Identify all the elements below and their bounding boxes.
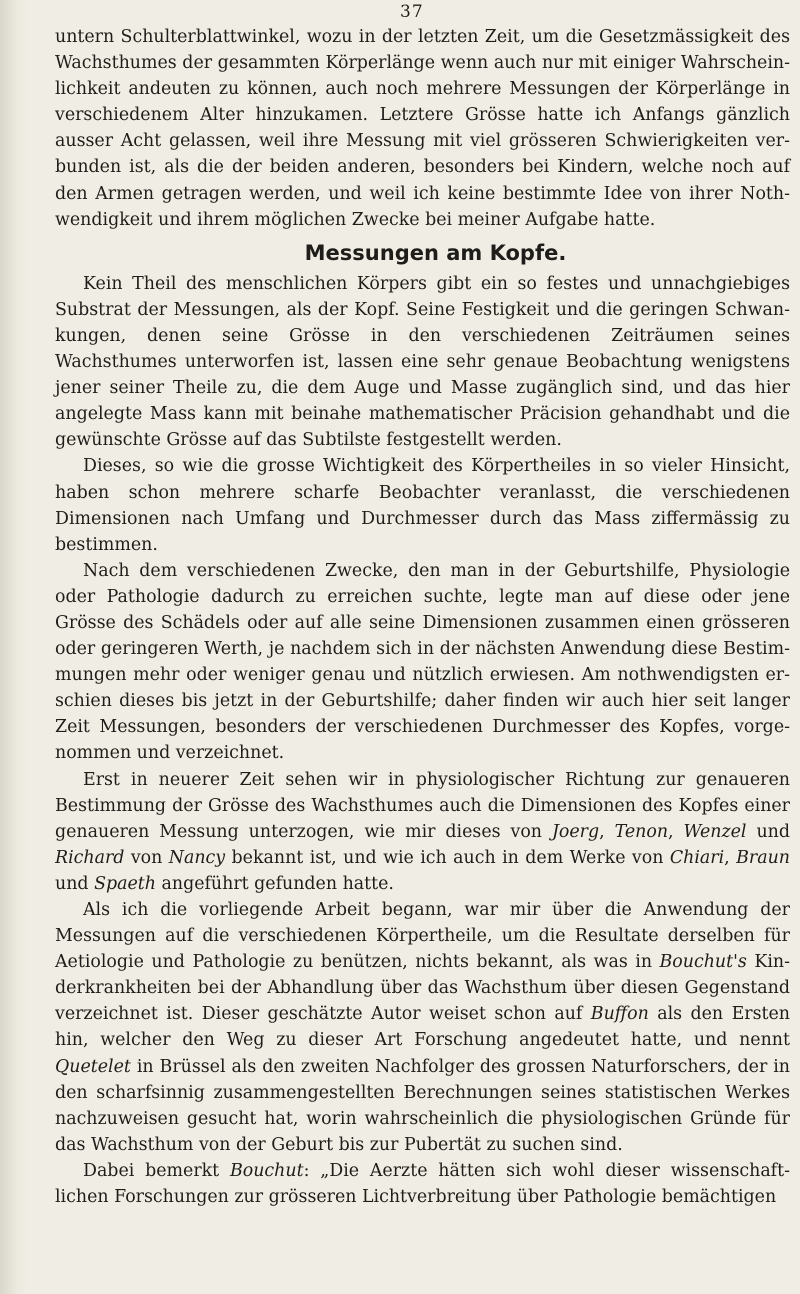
page-edge-shadow (0, 0, 28, 1294)
author-bouchut: Bouchut's (659, 952, 747, 973)
author-quetelet: Quetelet (55, 1056, 131, 1077)
author-richard: Richard (55, 847, 125, 868)
paragraph-5: Als ich die vorliegende Arbeit begann, war mir über die Anwendung der Messungen auf die verschiedenen Körpertheile, um die Resultate derselben für Aetiologie und Pathologie zu benützen, nichts bekannt, als was in Bouchut's Kinderkrankheiten bei der Abhandlung über das Wachsthum über diesen Gegenstand verzeichnet ist. Dieser geschätzte Autor weiset schon auf Buffon als den Ersten hin, welcher den Weg zu dieser Art Forschung angedeutet hatte, und nennt Quetelet in Brüssel als den zweiten Nachfolger des grossen Naturforschers, der in den scharfsinnig zusammengestellten Berechnungen seines statistischen Werkes nachzuweisen gesucht hat, worin wahrscheinlich die physiologischen Gründe für das Wachsthum von der Geburt bis zur Pubertät zu suchen sind. (55, 900, 790, 1155)
author-braun: Braun (736, 847, 790, 868)
author-buffon: Buffon (590, 1004, 649, 1025)
paragraph-1: Kein Theil des menschlichen Körpers gibt ein so festes und unnachgiebiges Substrat der Messungen, als der Kopf. Seine Festigkeit und die geringen Schwankungen, denen seine Grösse in den verschiedenen Zeiträumen seines Wachsthumes unterworfen ist, lassen eine sehr genaue Beobachtung wenigstens jener seiner Theile zu, die dem Auge und Masse zugänglich sind, und das hier angelegte Mass kann mit beinahe mathematischer Präcision gehandhabt und die gewünschte Grösse auf das Subtilste festgestellt werden. (55, 273, 790, 451)
author-tenon: Tenon (614, 821, 669, 842)
paragraph-2: Dieses, so wie die grosse Wichtigkeit des Körpertheiles in so vieler Hinsicht, haben schon mehrere scharfe Beobachter veranlasst, die verschiedenen Dimensionen nach Umfang und Durchmesser durch das Mass ziffermässig zu bestimmen. (55, 456, 790, 555)
paragraph-6: Dabei bemerkt Bouchut: „Die Aerzte hätten sich wohl dieser wissenschaftlichen Forschungen zur grösseren Lichtverbreitung über Pathologie bemächtigen (55, 1160, 790, 1208)
page-body (55, 24, 790, 1210)
paragraph-4: Erst in neuerer Zeit sehen wir in physiologischer Richtung zur genaueren Bestimmung der Grösse des Wachsthumes auch die Dimensionen des Kopfes einer genaueren Messung unterzogen, wie mir dieses von Joerg, Tenon, Wenzel und Richard von Nancy bekannt ist, und wie ich auch in dem Werke von Chiari, Braun und Spaeth angeführt gefunden hatte. (55, 769, 790, 894)
place-nancy: Nancy (168, 847, 226, 868)
section-heading: Messungen am Kopfe. (304, 240, 567, 265)
continuation-paragraph: untern Schulterblattwinkel, wozu in der letzten Zeit, um die Gesetzmässigkeit des Wachsthumes der gesammten Körperlänge wenn auch nur mit einiger Wahrscheinlichkeit andeuten zu können, auch noch mehrere Messungen der Körperlänge in verschiedenem Alter hinzukamen. Letztere Grösse hatte ich Anfangs gänzlich ausser Acht gelassen, weil ihre Messung mit viel grösseren Schwierigkeiten verbunden ist, als die der beiden anderen, besonders bei Kindern, welche noch auf den Armen getragen werden, und weil ich keine bestimmte Idee von ihrer Nothwendigkeit und ihrem möglichen Zwecke bei meiner Aufgabe hatte. (55, 27, 790, 230)
author-spaeth: Spaeth (94, 873, 156, 894)
author-bouchut-2: Bouchut (229, 1160, 304, 1181)
author-joerg: Joerg (551, 821, 600, 842)
author-wenzel: Wenzel (683, 821, 747, 842)
page-number: 37 (400, 2, 424, 22)
author-chiari: Chiari (669, 847, 725, 868)
paragraph-3: Nach dem verschiedenen Zwecke, den man in der Geburtshilfe, Physiologie oder Pathologie dadurch zu erreichen suchte, legte man auf diese oder jene Grösse des Schädels oder auf alle seine Dimensionen zusammen einen grösseren oder geringeren Werth, je nachdem sich in der nächsten Anwendung diese Bestimmungen mehr oder weniger genau und nützlich erwiesen. Am nothwendigsten erschien dieses bis jetzt in der Geburtshilfe; daher finden wir auch hier seit langer Zeit Messungen, besonders der verschiedenen Durchmesser des Kopfes, vorgenommen und verzeichnet. (55, 560, 790, 764)
